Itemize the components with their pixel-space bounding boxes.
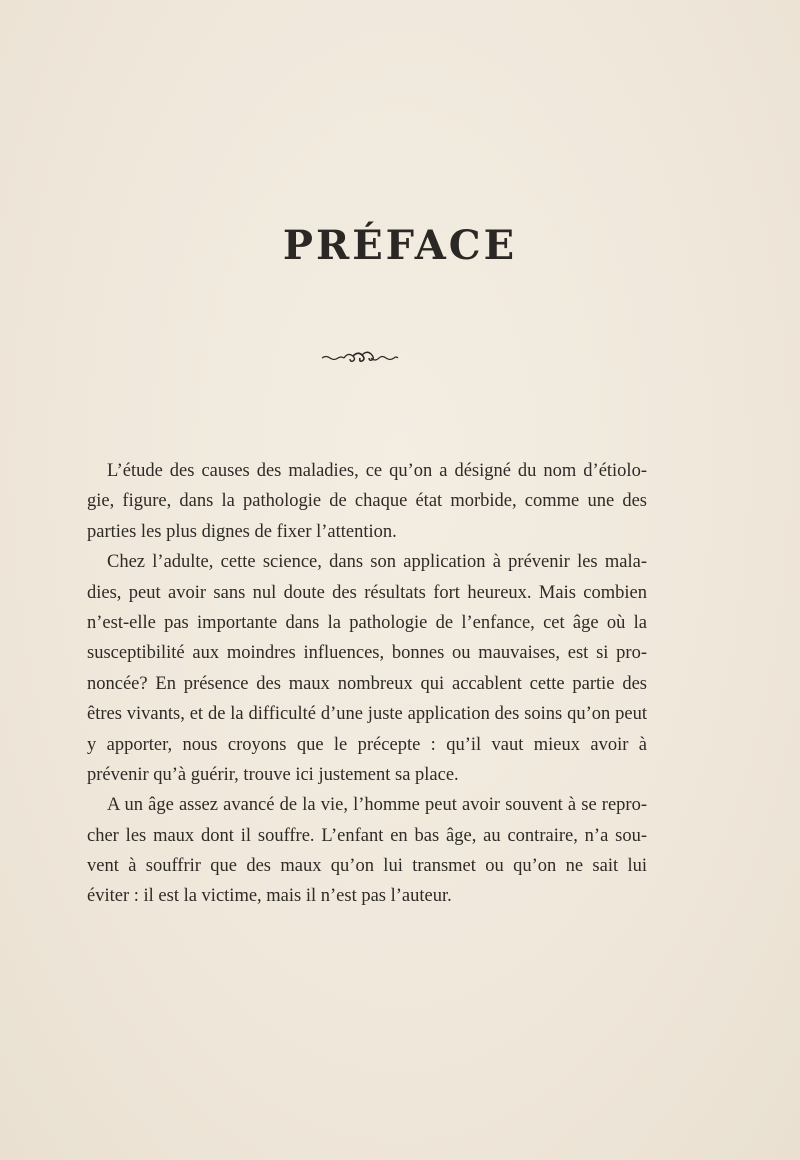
text-line: éviter : il est la victime, mais il n’est pas l’auteur. [87,886,452,907]
text-line: parties les plus dignes de fixer l’attention. [87,521,397,542]
text-line: cher les maux dont il souffre. L’enfant en bas âge, au contraire, n’a sou- [87,825,647,846]
text-line: L’étude des causes des maladies, ce qu’on a désigné du nom d’étiolo- [107,461,647,481]
text-line: gie, figure, dans la pathologie de chaque état morbide, comme une des [87,491,647,512]
text-line: A un âge assez avancé de la vie, l’homme peut avoir souvent à se repro- [107,795,647,816]
ornament-divider-icon [320,350,400,366]
text-line: n’est-elle pas importante dans la pathologie de l’enfance, cet âge où la [87,612,647,633]
text-line: susceptibilité aux moindres influences, bonnes ou mauvaises, est si pro- [87,643,647,664]
text-line: y apporter, nous croyons que le précepte : qu’il vaut mieux avoir à [87,734,647,755]
text-line: noncée? En présence des maux nombreux qui accablent cette partie des [87,673,647,694]
text-line: Chez l’adulte, cette science, dans son application à prévenir les mala- [107,552,647,573]
text-line: êtres vivants, et de la difficulté d’une juste application des soins qu’on peut [87,704,647,725]
text-line: vent à souffrir que des maux qu’on lui transmet ou qu’on ne sait lui [87,856,647,877]
text-line: dies, peut avoir sans nul doute des résultats fort heureux. Mais combien [87,582,647,603]
preface-body [87,456,647,912]
text-line: prévenir qu’à guérir, trouve ici justement sa place. [87,764,459,785]
page-title: PRÉFACE [282,222,518,269]
